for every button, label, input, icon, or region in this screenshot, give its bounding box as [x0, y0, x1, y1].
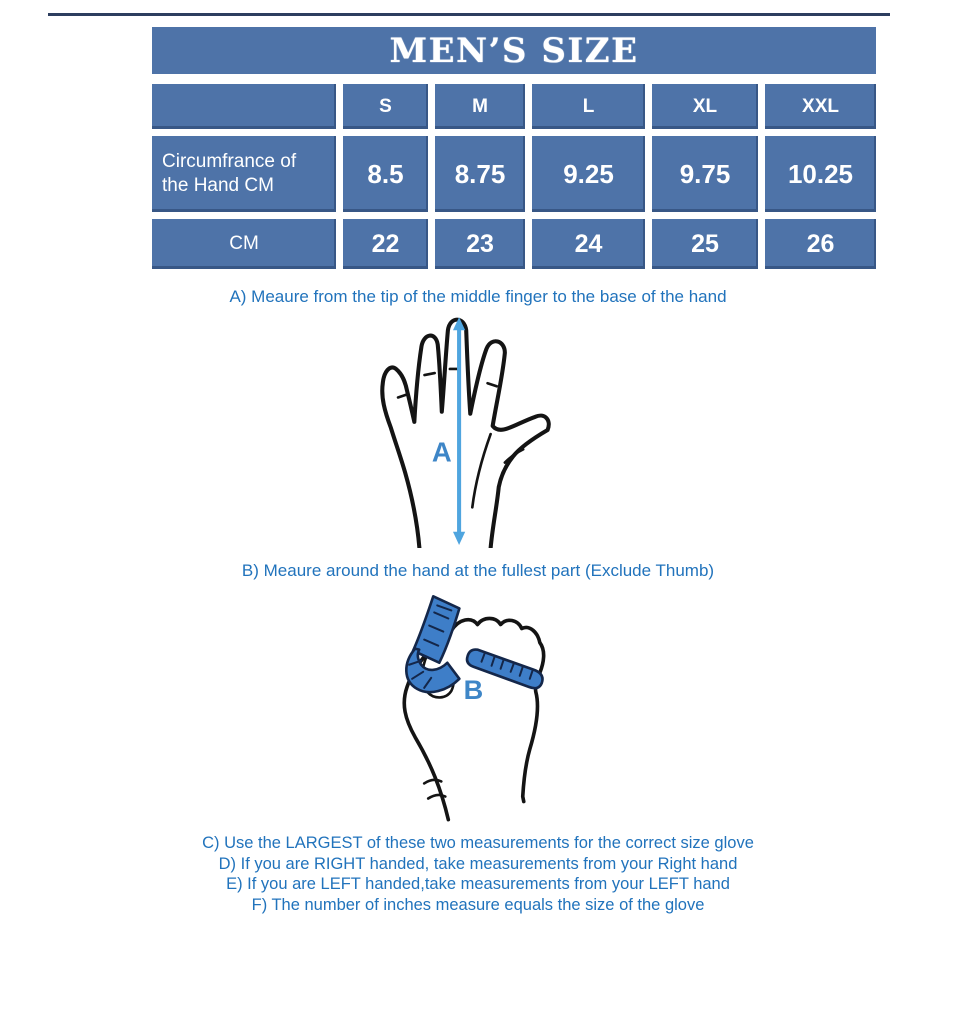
cm-value-l: 24 — [532, 219, 645, 269]
circumference-value-s: 8.5 — [343, 136, 428, 212]
cm-value-s: 22 — [343, 219, 428, 269]
open-hand-outline — [382, 320, 548, 548]
cm-value-m: 23 — [435, 219, 525, 269]
instruction-line-d: D) If you are RIGHT handed, take measurements from your Right hand — [218, 854, 738, 873]
instruction-line-f: F) The number of inches measure equals the size of the glove — [251, 895, 705, 914]
row-label-text: Circumfrance of the Hand CM — [162, 151, 297, 196]
instruction-line-e: E) If you are LEFT handed,take measurements from your LEFT hand — [226, 875, 730, 893]
size-header-xl: XL — [652, 84, 758, 129]
size-header-l: L — [532, 84, 645, 129]
fist-measure-diagram — [393, 588, 569, 828]
cm-value-xl: 25 — [652, 219, 758, 269]
size-header-s: S — [343, 84, 428, 129]
circumference-value-xxl: 10.25 — [765, 136, 876, 212]
mens-size-table — [152, 27, 876, 269]
instruction-line-a: A) Meaure from the tip of the middle finger to the base of the hand — [229, 287, 727, 306]
measure-label-b: B — [463, 673, 484, 705]
row-label-text: CM — [229, 233, 259, 255]
table-corner-cell — [152, 84, 336, 129]
circumference-value-xl: 9.75 — [652, 136, 758, 212]
size-header-xxl: XXL — [765, 84, 876, 129]
size-header-m: M — [435, 84, 525, 129]
table-title: MEN’S SIZE — [152, 27, 876, 74]
open-hand-measure-diagram — [352, 312, 556, 548]
row-label-circumference — [152, 136, 336, 212]
circumference-value-m: 8.75 — [435, 136, 525, 212]
row-label-cm — [152, 219, 336, 269]
table-grid — [152, 84, 876, 269]
circumference-value-l: 9.25 — [532, 136, 645, 212]
measure-label-a: A — [431, 436, 452, 468]
cm-value-xxl: 26 — [765, 219, 876, 269]
instruction-block — [0, 833, 956, 915]
top-divider-rule — [48, 13, 890, 16]
instruction-line-c: C) Use the LARGEST of these two measurements for the correct size glove — [202, 834, 754, 852]
instruction-line-b: B) Meaure around the hand at the fullest part (Exclude Thumb) — [241, 561, 715, 580]
